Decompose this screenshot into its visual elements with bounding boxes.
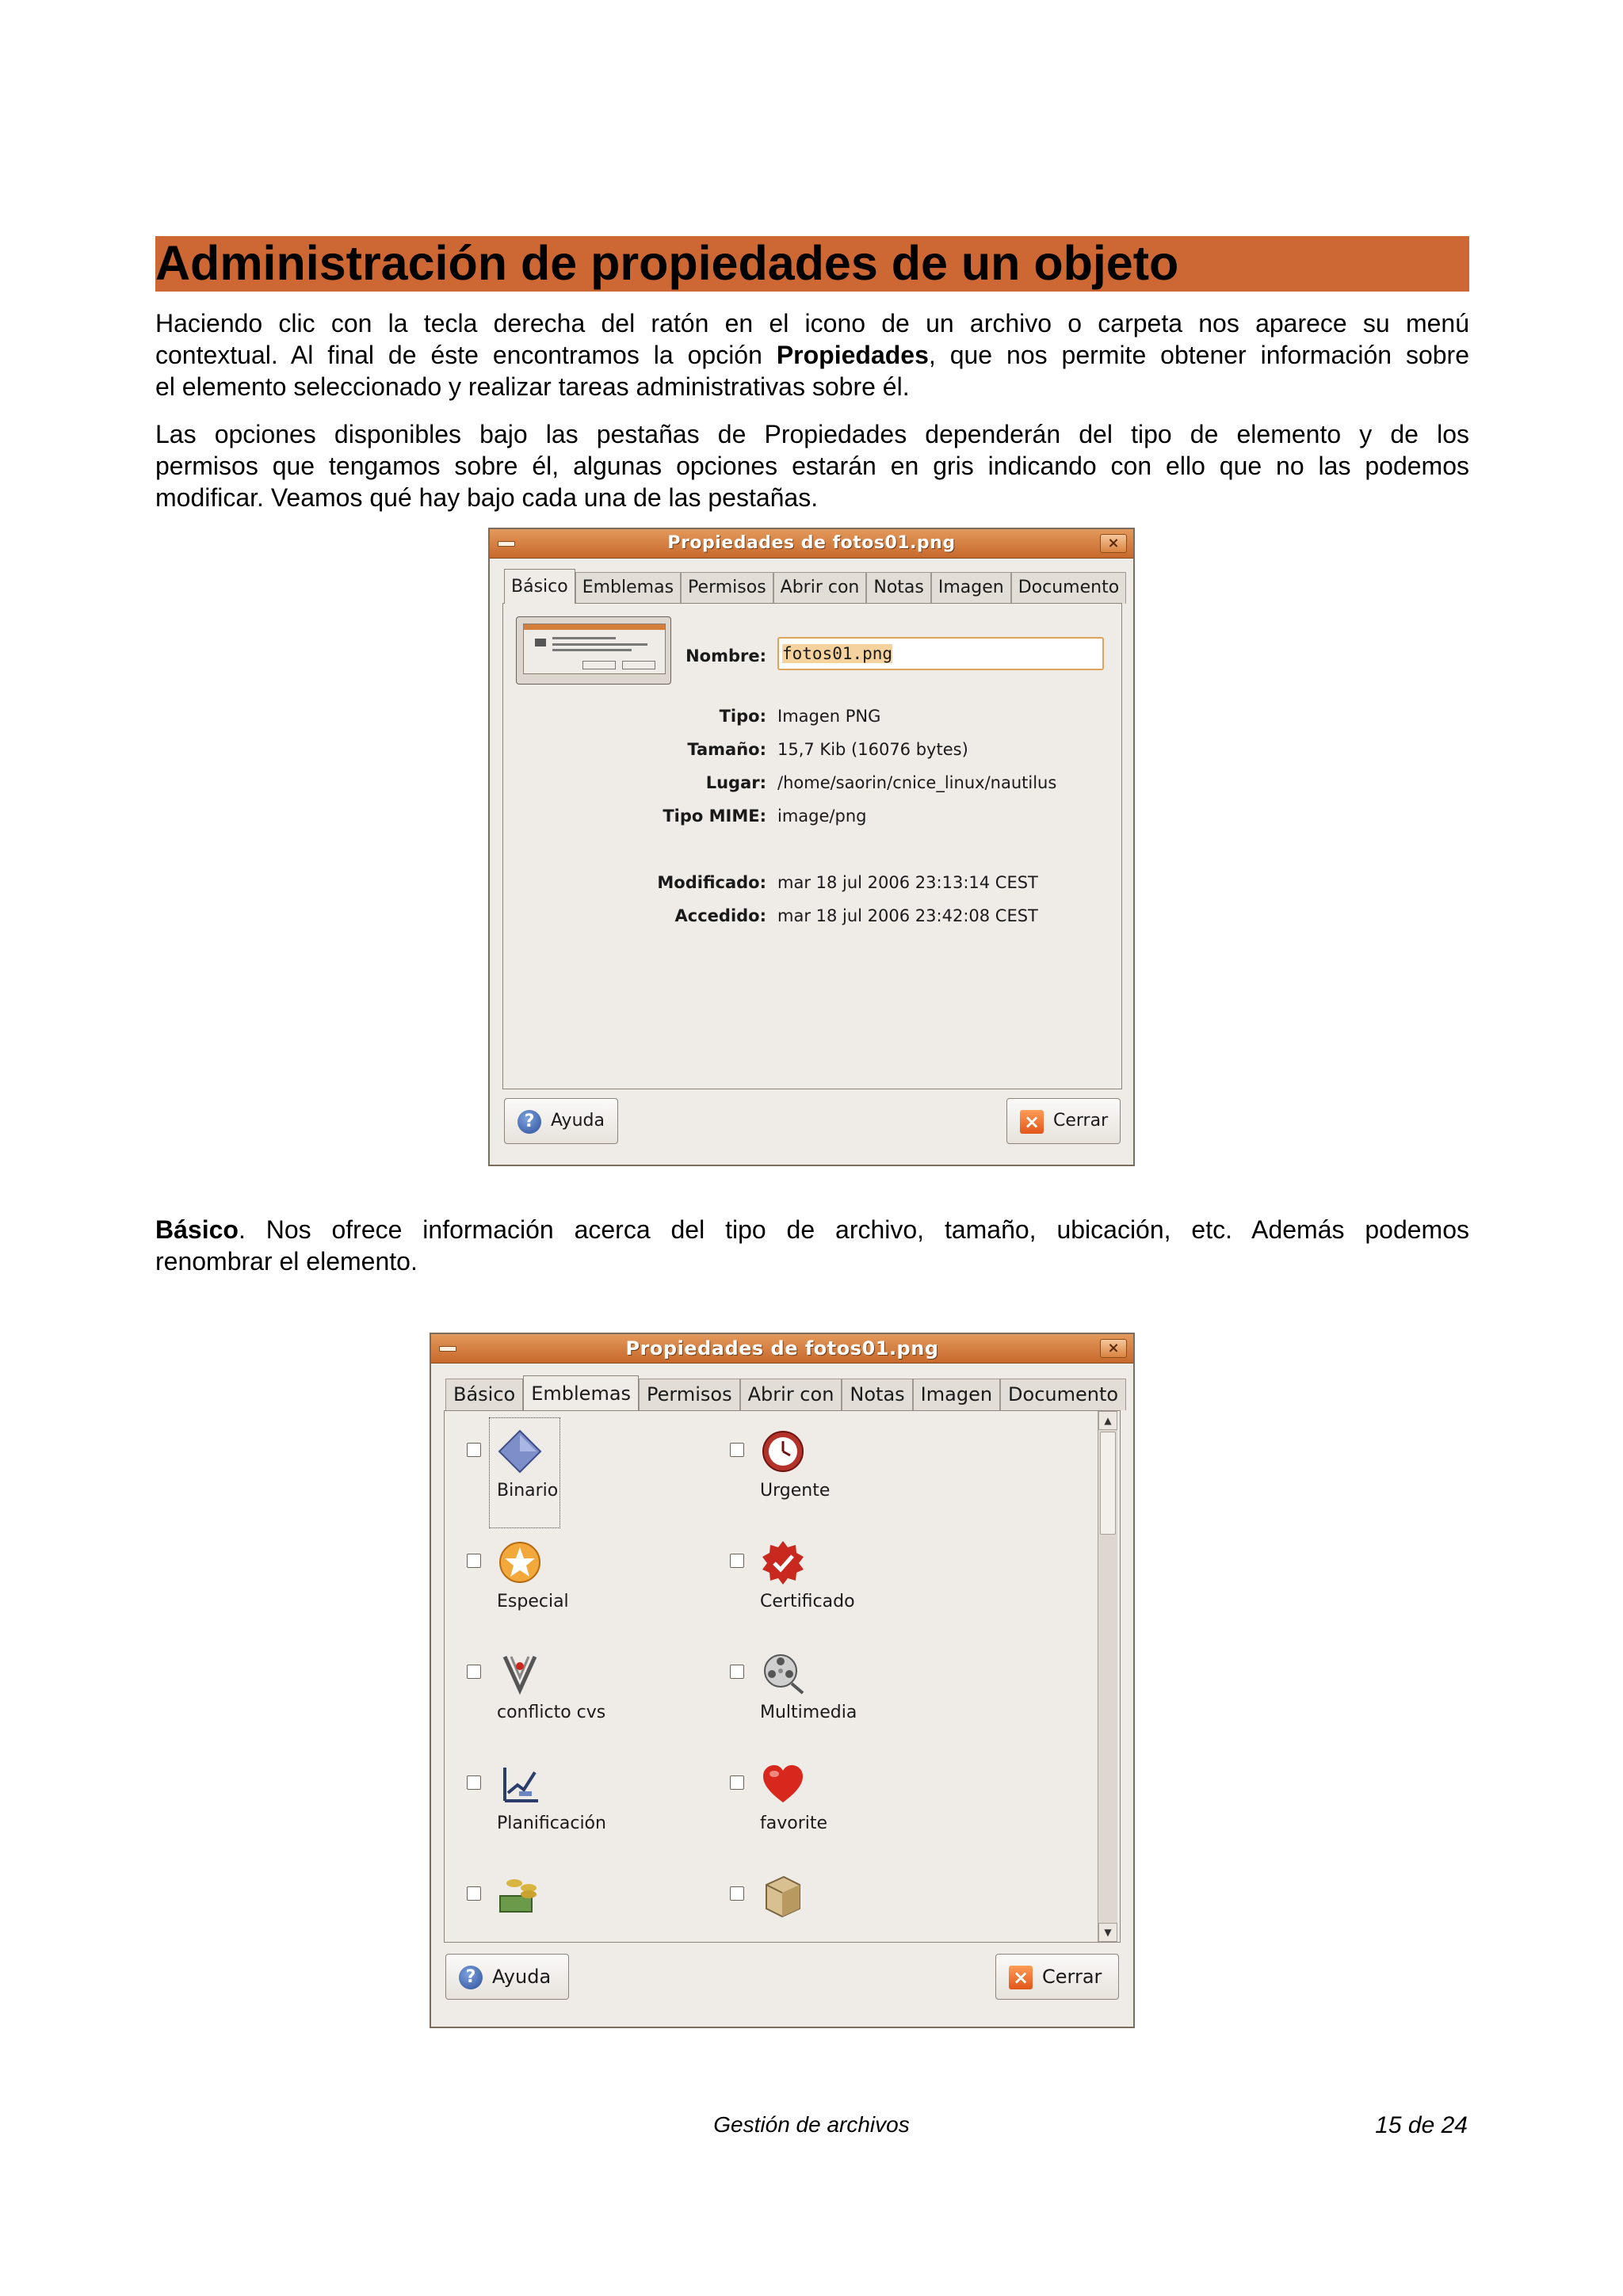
urgent-clock-icon bbox=[760, 1428, 806, 1474]
emblem-checkbox[interactable] bbox=[730, 1443, 744, 1457]
options-line-2: permisos que tengamos sobre él, algunas opciones estarán en gris indicando con ello que no las podemos bbox=[155, 452, 1469, 480]
emblem-label: Binario bbox=[497, 1481, 559, 1501]
basico-panel bbox=[502, 603, 1122, 1089]
name-input-value: fotos01.png bbox=[782, 644, 893, 663]
intro-paragraph bbox=[155, 307, 1469, 402]
intro-line-1: Haciendo clic con la tecla derecha del ratón en el icono de un archivo o carpeta nos aparece su menú bbox=[155, 309, 1469, 338]
help-button-label: Ayuda bbox=[551, 1111, 605, 1131]
lugar-value: /home/saorin/cnice_linux/nautilus bbox=[777, 773, 1057, 792]
emblem-label: favorite bbox=[760, 1814, 828, 1833]
special-star-icon bbox=[497, 1539, 543, 1585]
scroll-thumb[interactable] bbox=[1100, 1432, 1116, 1535]
tab-abrir-con[interactable]: Abrir con bbox=[773, 572, 867, 604]
package-icon bbox=[760, 1872, 806, 1918]
emblem-checkbox[interactable] bbox=[467, 1886, 481, 1901]
section-heading: Administración de propiedades de un objeto bbox=[155, 236, 1179, 290]
propiedades-bold: Propiedades bbox=[776, 341, 929, 369]
tipo-value: Imagen PNG bbox=[777, 707, 881, 726]
basico-line-1 bbox=[155, 1214, 1469, 1245]
close-button[interactable] bbox=[995, 1954, 1119, 2000]
options-paragraph bbox=[155, 418, 1469, 513]
scroll-up-arrow[interactable]: ▲ bbox=[1098, 1411, 1117, 1430]
tab-emblemas[interactable]: Emblemas bbox=[523, 1375, 639, 1410]
window-close-icon[interactable]: × bbox=[1100, 534, 1127, 553]
close-button-label: Cerrar bbox=[1042, 1966, 1102, 1988]
scroll-down-arrow[interactable]: ▼ bbox=[1098, 1923, 1117, 1942]
tipo-label: Tipo: bbox=[719, 707, 766, 726]
help-icon: ? bbox=[459, 1966, 483, 1989]
emblemas-panel bbox=[444, 1410, 1121, 1943]
tab-permisos[interactable]: Permisos bbox=[639, 1379, 740, 1410]
name-label: Nombre: bbox=[685, 646, 766, 666]
close-button-label: Cerrar bbox=[1053, 1111, 1109, 1131]
tamano-label: Tamaño: bbox=[687, 740, 766, 759]
emblem-checkbox[interactable] bbox=[730, 1886, 744, 1901]
basico-bold: Básico bbox=[155, 1215, 239, 1244]
emblem-label: conflicto cvs bbox=[497, 1703, 606, 1722]
intro-line-3: el elemento seleccionado y realizar tareas administrativas sobre él. bbox=[155, 372, 910, 401]
tab-permisos[interactable]: Permisos bbox=[681, 572, 773, 604]
emblem-label: Urgente bbox=[760, 1481, 831, 1501]
mime-value: image/png bbox=[777, 807, 867, 826]
tab-imagen[interactable]: Imagen bbox=[931, 572, 1011, 604]
emblem-label: Especial bbox=[497, 1592, 569, 1611]
accedido-label: Accedido: bbox=[674, 906, 766, 925]
properties-window-basico bbox=[488, 528, 1135, 1166]
tab-basico[interactable]: Básico bbox=[445, 1379, 523, 1410]
emblem-label: Certificado bbox=[760, 1592, 855, 1611]
money-icon bbox=[497, 1872, 543, 1918]
modificado-label: Modificado: bbox=[657, 873, 766, 892]
options-line-1: Las opciones disponibles bajo las pestañas de Propiedades dependerán del tipo de elemento y de los bbox=[155, 420, 1469, 448]
help-button-label: Ayuda bbox=[492, 1966, 552, 1988]
tab-imagen[interactable]: Imagen bbox=[913, 1379, 1000, 1410]
close-button[interactable] bbox=[1006, 1098, 1121, 1144]
tab-bar bbox=[504, 569, 1126, 604]
emblem-checkbox[interactable] bbox=[730, 1665, 744, 1679]
accedido-value: mar 18 jul 2006 23:42:08 CEST bbox=[777, 906, 1038, 925]
binary-icon bbox=[497, 1428, 543, 1474]
tab-bar bbox=[445, 1375, 1126, 1410]
help-button[interactable] bbox=[504, 1098, 618, 1144]
page-number: 15 de 24 bbox=[1375, 2112, 1468, 2138]
multimedia-icon bbox=[760, 1650, 806, 1696]
window-titlebar[interactable] bbox=[490, 529, 1133, 559]
intro-line-2-end: , que nos permite obtener información sobre bbox=[928, 341, 1470, 369]
tamano-value: 15,7 Kib (16076 bytes) bbox=[777, 740, 968, 759]
options-line-3: modificar. Veamos qué hay bajo cada una de las pestañas. bbox=[155, 483, 819, 512]
footer-title: Gestión de archivos bbox=[713, 2112, 910, 2137]
help-icon: ? bbox=[517, 1110, 541, 1134]
window-title: Propiedades de fotos01.png bbox=[667, 533, 956, 553]
emblem-checkbox[interactable] bbox=[467, 1665, 481, 1679]
close-icon: × bbox=[1009, 1966, 1033, 1989]
emblem-checkbox[interactable] bbox=[730, 1775, 744, 1790]
certified-seal-icon bbox=[760, 1539, 806, 1585]
tab-abrir-con[interactable]: Abrir con bbox=[740, 1379, 842, 1410]
intro-line-2 bbox=[155, 339, 1469, 371]
tab-documento[interactable]: Documento bbox=[1000, 1379, 1126, 1410]
help-button[interactable] bbox=[445, 1954, 569, 2000]
planning-chart-icon bbox=[497, 1761, 543, 1807]
name-input[interactable] bbox=[777, 637, 1104, 670]
tab-emblemas[interactable]: Emblemas bbox=[575, 572, 681, 604]
modificado-value: mar 18 jul 2006 23:13:14 CEST bbox=[777, 873, 1038, 892]
heart-icon bbox=[760, 1761, 806, 1807]
tab-notas[interactable]: Notas bbox=[866, 572, 931, 604]
emblem-checkbox[interactable] bbox=[467, 1554, 481, 1568]
lugar-label: Lugar: bbox=[705, 773, 766, 792]
emblem-checkbox[interactable] bbox=[467, 1443, 481, 1457]
tab-notas[interactable]: Notas bbox=[842, 1379, 912, 1410]
basico-line-1-rest: . Nos ofrece información acerca del tipo de archivo, tamaño, ubicación, etc. Además podemos bbox=[238, 1215, 1469, 1244]
basico-line-2: renombrar el elemento. bbox=[155, 1247, 418, 1276]
intro-line-2-start: contextual. Al final de éste encontramos la opción bbox=[155, 341, 777, 369]
tab-basico[interactable]: Básico bbox=[504, 569, 575, 604]
emblem-checkbox[interactable] bbox=[730, 1554, 744, 1568]
emblem-label: Planificación bbox=[497, 1814, 606, 1833]
close-icon: × bbox=[1020, 1110, 1044, 1134]
tab-documento[interactable]: Documento bbox=[1011, 572, 1126, 604]
emblems-scrollbar[interactable] bbox=[1098, 1411, 1117, 1943]
basico-paragraph bbox=[155, 1214, 1469, 1277]
mime-label: Tipo MIME: bbox=[663, 807, 766, 826]
cvs-conflict-icon bbox=[497, 1650, 543, 1696]
properties-window-emblemas bbox=[430, 1333, 1135, 2028]
emblem-checkbox[interactable] bbox=[467, 1775, 481, 1790]
window-title: Propiedades de fotos01.png bbox=[625, 1337, 939, 1360]
window-titlebar[interactable] bbox=[431, 1334, 1133, 1363]
window-close-icon[interactable]: × bbox=[1100, 1339, 1127, 1358]
emblem-label: Multimedia bbox=[760, 1703, 857, 1722]
